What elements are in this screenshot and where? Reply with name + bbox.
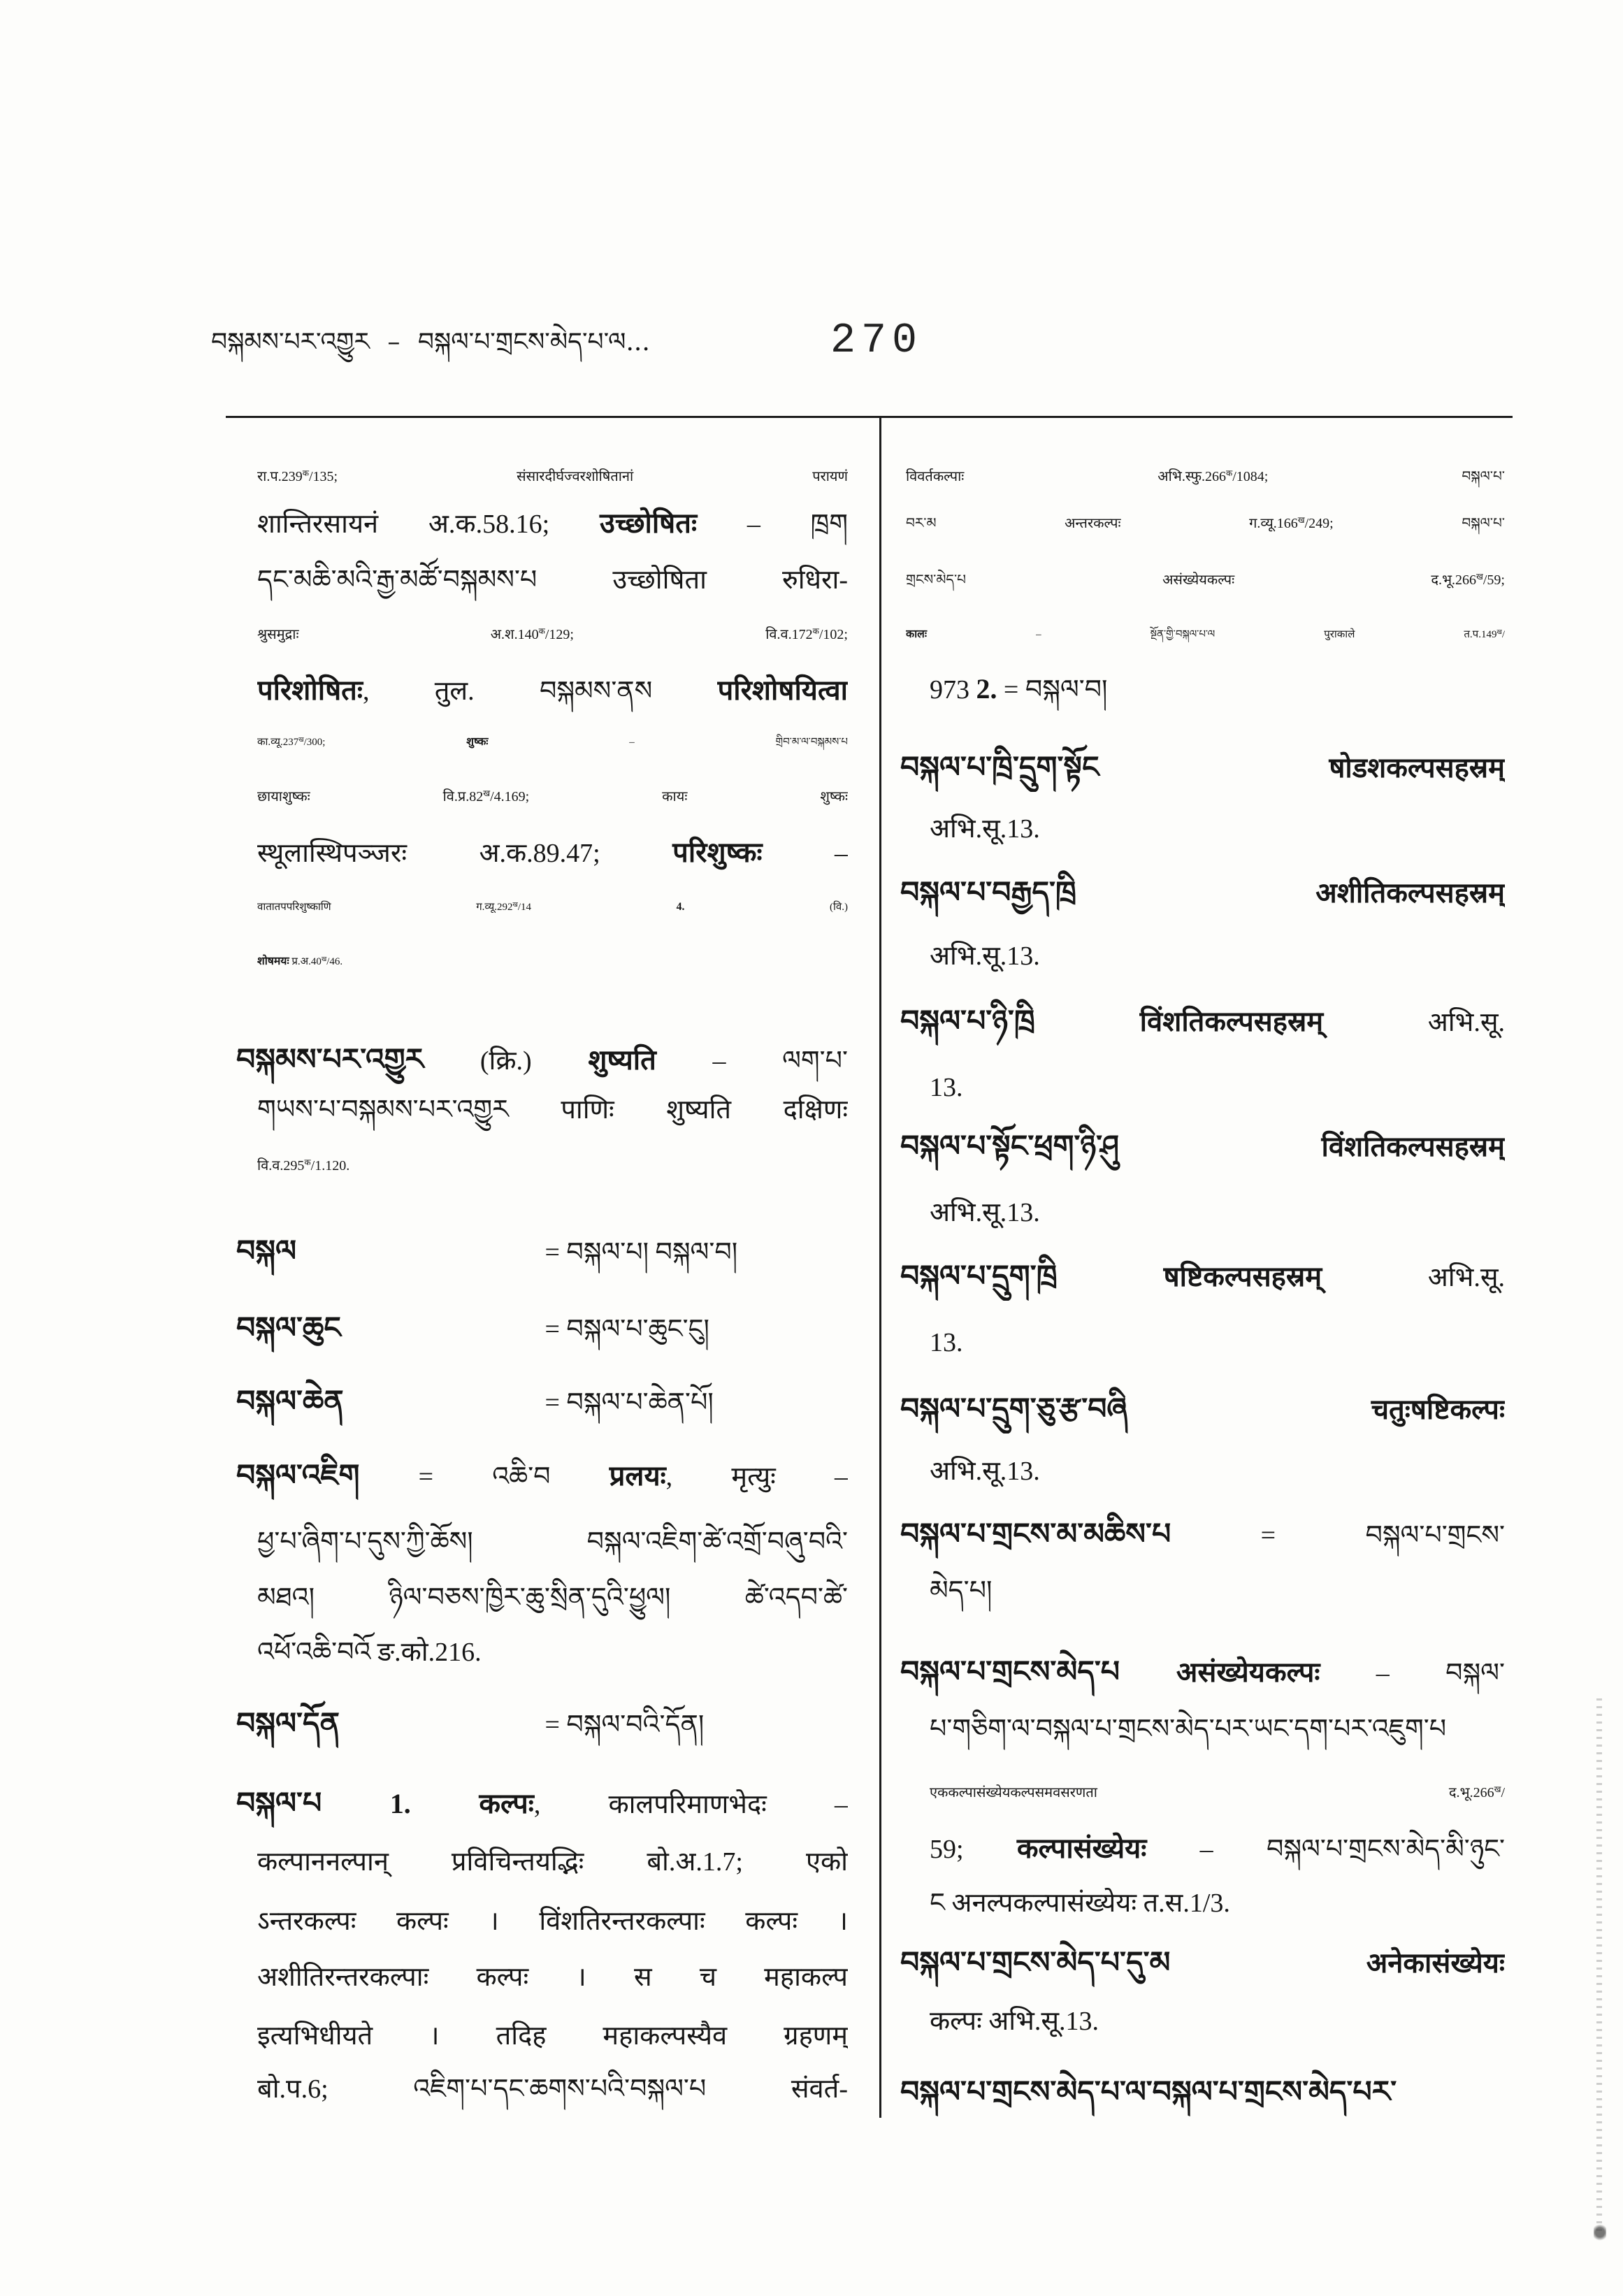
entry-text: प्र.अ.40 (289, 956, 322, 967)
superscript-mark: ख (1297, 514, 1305, 525)
bold-term: कालः (906, 628, 928, 640)
headword: བསྐལ་པ (236, 1786, 322, 1821)
bold-term: शुष्यति (588, 1044, 656, 1076)
entry-text: མཐའ། ཉིལ་བཅས་ཁྱིར་ཆུ་སྲིན་དུའི་ཕྱུལ། ཚེ་འདབ་ཚེ་ (257, 1583, 848, 1612)
header-rule (226, 416, 1513, 418)
left-column-line (257, 1837, 848, 1886)
entry-text: अभि.सू.13. (930, 1198, 1040, 1227)
entry-text: – ལག་པ་ (656, 1046, 848, 1076)
right-column-line (930, 932, 1505, 981)
left-column-line (236, 1377, 848, 1426)
superscript-mark: क (1226, 468, 1233, 478)
right-column-line (906, 556, 1505, 605)
headword: བསྐལ་པ་ཁྲི་དྲུག་སྟོང (900, 750, 1099, 785)
entry-text: श्रुसमुद्राः अ.श.140 (257, 627, 539, 642)
bold-term: 4. (676, 901, 685, 913)
entry-text: དང་མཆི་མའི་རྒྱ་མཚོ་བསྐམས་པ उच्छोषिता रुधिरा- (257, 565, 848, 595)
left-column-line (257, 666, 848, 715)
left-column-line (257, 883, 848, 932)
entry-text: रा.प.239 (257, 469, 303, 484)
right-column-line (930, 1566, 1505, 1615)
left-column-line (236, 1779, 848, 1828)
right-column-line (900, 1510, 1505, 1559)
bold-term: अनेकासंख्येयः (1170, 1947, 1505, 1979)
left-column-line (236, 1699, 848, 1748)
headword: བསྐལ་པ་གྲངས་མེད་པ་ལ་བསྐལ་པ་གྲངས་མེད་པར་ (900, 2074, 1397, 2109)
bold-term: विंशतिकल्पसहस्रम् (1119, 1131, 1505, 1162)
bold-term: चतुःषष्टिकल्पः (1127, 1394, 1505, 1425)
entry-text: = བསྐལ་བའི་དོན། (538, 1710, 705, 1740)
superscript-mark: ख (512, 900, 518, 908)
entry-text: – སྔོན་གྱི་བསྐལ་པ་ལ पुराकाले त.प.149 (927, 629, 1497, 640)
right-column-line (930, 1997, 1505, 2046)
right-column-line (906, 452, 1505, 501)
right-column-line (930, 1879, 1505, 1928)
left-column-line (257, 1517, 848, 1566)
superscript-mark: ख (298, 735, 304, 743)
entry-text: = བསྐལ་པ། བསྐལ་བ། (538, 1238, 738, 1267)
bold-term: परिशोषितः (257, 674, 363, 706)
entry-text: /1.120. (310, 1158, 350, 1174)
headword: བསྐལ་པ་དྲུག་ཁྲི (900, 1259, 1058, 1294)
entry-text: इत्यभिधीयते । तदिह महाकल्पस्यैव ग्रहणम् (257, 2021, 848, 2051)
entry-text: /59; (1483, 572, 1505, 588)
right-column-line (930, 804, 1505, 853)
entry-text: अभि.सू. (1323, 1008, 1505, 1037)
right-column-line (900, 1385, 1505, 1434)
entry-text: /1084; བསྐལ་པ་ (1232, 469, 1505, 484)
superscript-mark: ख (483, 788, 491, 798)
entry-text: का.व्यू.237 (257, 737, 299, 748)
entry-text: གཡས་པ་བསྐམས་པར་འགྱུར पाणिः शुष्यति दक्षिणः (257, 1095, 848, 1125)
entry-text: = བསྐལ་པ་ཆུང་ངུ། (538, 1315, 709, 1344)
entry-text: (क्रि.) (424, 1046, 589, 1076)
entry-text: 973 (930, 675, 976, 705)
headword: བསྐལ་པ་གྲངས་མེད་པ (900, 1654, 1120, 1689)
entry-text: अभि.सू.13. (930, 941, 1040, 971)
right-column-line (900, 2067, 1505, 2116)
headword: བསྐལ་འཇིག (236, 1458, 360, 1493)
left-column-line (257, 2012, 848, 2060)
entry-text: विवर्तकल्पाः अभि.स्फु.266 (906, 469, 1227, 484)
entry-text: 13. (930, 1328, 963, 1357)
left-column-line (257, 937, 848, 986)
entry-text: ཕྱ་པ་ཞིག་པ་དུས་ཀྱི་ཆོས། བསྐལ་འཇིག་ཚེ་འགྲོ་བཞུ་བའི་ (257, 1527, 848, 1557)
entry-text: – བསྐལ་ (1320, 1659, 1505, 1688)
left-column-line (257, 556, 848, 605)
entry-text: , कालपरिमाणभेदः – (533, 1790, 848, 1819)
header-dash: – (387, 328, 401, 356)
headword: བསྐལ་ཆེན (236, 1384, 344, 1419)
bold-term: षष्टिकल्पसहस्रम् (1057, 1261, 1322, 1292)
right-column-line (930, 1063, 1505, 1112)
header-last-entry: བསྐལ་པ་གྲངས་མེད་པ་ལ... (417, 328, 650, 356)
bold-term: कल्पासंख्येयः (1016, 1833, 1147, 1864)
entry-text: स्थूलास्थिपञ्जरः अ.क.89.47; (257, 839, 673, 868)
left-column-line (257, 1141, 848, 1190)
entry-text: 13. (930, 1073, 963, 1102)
left-column-line (257, 1628, 848, 1677)
bold-term: उच्छोषितः (599, 507, 698, 539)
right-column-line (900, 868, 1505, 917)
entry-text: = བསྐལ་པ་ཆེན་པོ། (538, 1388, 714, 1417)
running-header (211, 320, 660, 365)
right-column-line (900, 1252, 1505, 1301)
entry-text: , तुल. བསྐམས་ནས (362, 677, 718, 706)
entry-text: /135; संसारदीर्घज्वरशोषितानां परायणं (308, 469, 848, 484)
bold-term: विंशतिकल्पसहस्रम् (1034, 1006, 1324, 1037)
right-column-line (930, 1824, 1505, 1873)
left-column-line (257, 499, 848, 548)
right-column-line (906, 499, 1505, 548)
headword: བསྐལ་དོན (236, 1706, 340, 1741)
entry-text: अभि.सू.13. (930, 1457, 1040, 1486)
headword: བསྐམས་པར་འགྱུར (236, 1042, 424, 1077)
superscript-mark: क (302, 468, 309, 478)
superscript-mark: क (812, 626, 819, 636)
entry-text: འཕོ་འཆི་བའོ ङ.को.216. (257, 1638, 482, 1667)
bold-term: परिशोषयित्वा (717, 674, 848, 706)
entry-text: छायाशुष्कः वि.प्र.82 (257, 789, 484, 804)
entry-text: वि.व.295 (257, 1158, 305, 1174)
entry-text: བར་མ अन्तरकल्पः ग.व्यू.166 (906, 516, 1298, 531)
bold-term: शुष्कः (466, 736, 489, 748)
entry-text: अशीतिरन्तरकल्पाः कल्पः । स च महाकल्प (257, 1963, 848, 1992)
entry-text: , मृत्युः – (665, 1462, 848, 1492)
header-first-entry: བསྐམས་པར་འགྱུར (211, 328, 370, 356)
headword: བསྐལ་པ་དྲུག་ཅུ་རྩ་བཞི (900, 1392, 1128, 1427)
left-column-line (257, 772, 848, 821)
right-column-line (900, 1647, 1505, 1696)
entry-text: – བསྐལ་པ་གྲངས་མེད་མི་ཉུང་ (1146, 1835, 1505, 1864)
entry-text: = བསྐལ་པ་གྲངས་ (1171, 1521, 1505, 1550)
bold-term: अशीतिकल्पसहस्रम् (1076, 877, 1505, 909)
headword: བསྐལ་པ་སྟོང་ཕྲག་ཉི་ཤུ (900, 1129, 1120, 1164)
entry-text: /300; (303, 737, 467, 748)
entry-text: /102; (818, 627, 848, 642)
page-number: 270 (830, 317, 923, 365)
entry-text: གྲངས་མེད་པ असंख्येयकल्पः द.भू.266 (906, 572, 1477, 588)
left-column-line (257, 1085, 848, 1134)
right-column-line (930, 1768, 1505, 1817)
bold-term: प्रलयः (609, 1460, 666, 1492)
entry-text: / (1501, 1785, 1505, 1800)
entry-text: – གྲིབ་མ་ལ་བསྐམས་པ (488, 737, 848, 748)
entry-text: ऽन्तरकल्पः कल्पः । विंशतिरन्तरकल्पाः कल्पः । (257, 1907, 848, 1936)
left-column-line (257, 718, 848, 767)
entry-text: बो.प.6; འཇིག་པ་དང་ཆགས་པའི་བསྐལ་པ संवर्त- (257, 2074, 848, 2104)
entry-text: अभि.सू. (1322, 1263, 1505, 1292)
bold-term: असंख्येयकल्पः (1120, 1656, 1320, 1688)
headword: བསྐལ (236, 1234, 297, 1269)
entry-text: अभि.सू.13. (930, 814, 1040, 844)
right-column-line (900, 997, 1505, 1046)
right-column-line (900, 743, 1505, 792)
bold-term: 1. कल्पः (322, 1788, 534, 1819)
entry-text: कल्पः अभि.सू.13. (930, 2007, 1099, 2036)
headword: བསྐལ་པ་གྲངས་མེད་པ་དུ་མ (900, 1945, 1171, 1980)
right-column-line (930, 1705, 1505, 1754)
entry-text: /249; བསྐལ་པ་ (1304, 516, 1505, 531)
entry-text: – (762, 839, 848, 868)
entry-text: = བསྐལ་བ། (997, 675, 1108, 705)
left-column-line (236, 1451, 848, 1500)
entry-text: वातातपपरिशुष्काणि ग.व्यू.292 (257, 902, 513, 913)
bold-term: परिशुष्कः (672, 837, 763, 868)
left-column-line (236, 1227, 848, 1276)
headword: བསྐལ་པ་གྲངས་མ་མཆིས་པ (900, 1517, 1171, 1552)
headword: བསྐལ་ཆུང (236, 1311, 341, 1345)
right-column-line (930, 1188, 1505, 1237)
bold-term: शोषमयः (257, 955, 289, 967)
superscript-mark: क (538, 626, 545, 636)
superscript-mark: क (304, 1157, 311, 1167)
superscript-mark: ख (1476, 571, 1483, 582)
entry-text: /14 (517, 902, 677, 913)
superscript-mark: ख (321, 955, 327, 962)
scan-blot (1594, 2223, 1606, 2242)
scan-edge-speckle (1596, 1698, 1602, 2237)
right-column-line (900, 1938, 1505, 1987)
column-divider (879, 417, 881, 2118)
right-column-line (930, 1447, 1505, 1496)
left-column-line (257, 1573, 848, 1622)
left-column-line (257, 610, 848, 659)
left-column-line (257, 1897, 848, 1946)
right-column-line (900, 1122, 1505, 1171)
entry-text: एककल्पासंख्येयकल्पसमवसरणता द.भू.266 (930, 1785, 1494, 1800)
bold-term: 2. (976, 673, 997, 705)
entry-text: (वि.) (684, 902, 848, 913)
entry-text: /46. (326, 956, 343, 967)
entry-text: – ཁྲག (697, 510, 848, 539)
right-column-line (930, 665, 1505, 714)
left-column-line (236, 1035, 848, 1084)
left-column-line (257, 828, 848, 877)
superscript-mark: ख (1496, 628, 1502, 635)
entry-text: = འཆི་བ (359, 1462, 609, 1492)
entry-text: 59; (930, 1835, 1017, 1864)
entry-text: པ་གཅིག་ལ་བསྐལ་པ་གྲངས་མེད་པར་ཡང་དག་པར་འཇུག་པ (930, 1714, 1447, 1744)
headword: བསྐལ་པ་ཉི་ཁྲི (900, 1004, 1035, 1039)
entry-text: /4.169; कायः शुष्कः (490, 789, 848, 804)
entry-text: शान्तिरसायनं अ.क.58.16; (257, 510, 600, 539)
entry-text: /129; वि.व.172 (544, 627, 813, 642)
right-column-line (906, 610, 1505, 659)
left-column-line (257, 1953, 848, 2002)
entry-text: / (1501, 629, 1505, 640)
left-column-line (236, 1304, 848, 1352)
superscript-mark: ख (1494, 1784, 1501, 1794)
headword: བསྐལ་པ་བརྒྱད་ཁྲི (900, 875, 1076, 910)
right-column-line (930, 1318, 1505, 1367)
bold-term: षोडशकल्पसहस्रम् (1099, 752, 1505, 784)
entry-text: མེད་པ། (930, 1576, 993, 1605)
left-column-line (257, 452, 848, 501)
left-column-line (257, 2065, 848, 2114)
entry-text: कल्पाननल्पान् प्रविचिन्तयद्भिः बो.अ.1.7; एको (257, 1847, 848, 1877)
entry-text: ང अनल्पकल्पासंख्येयः त.स.1/3. (930, 1889, 1230, 1918)
